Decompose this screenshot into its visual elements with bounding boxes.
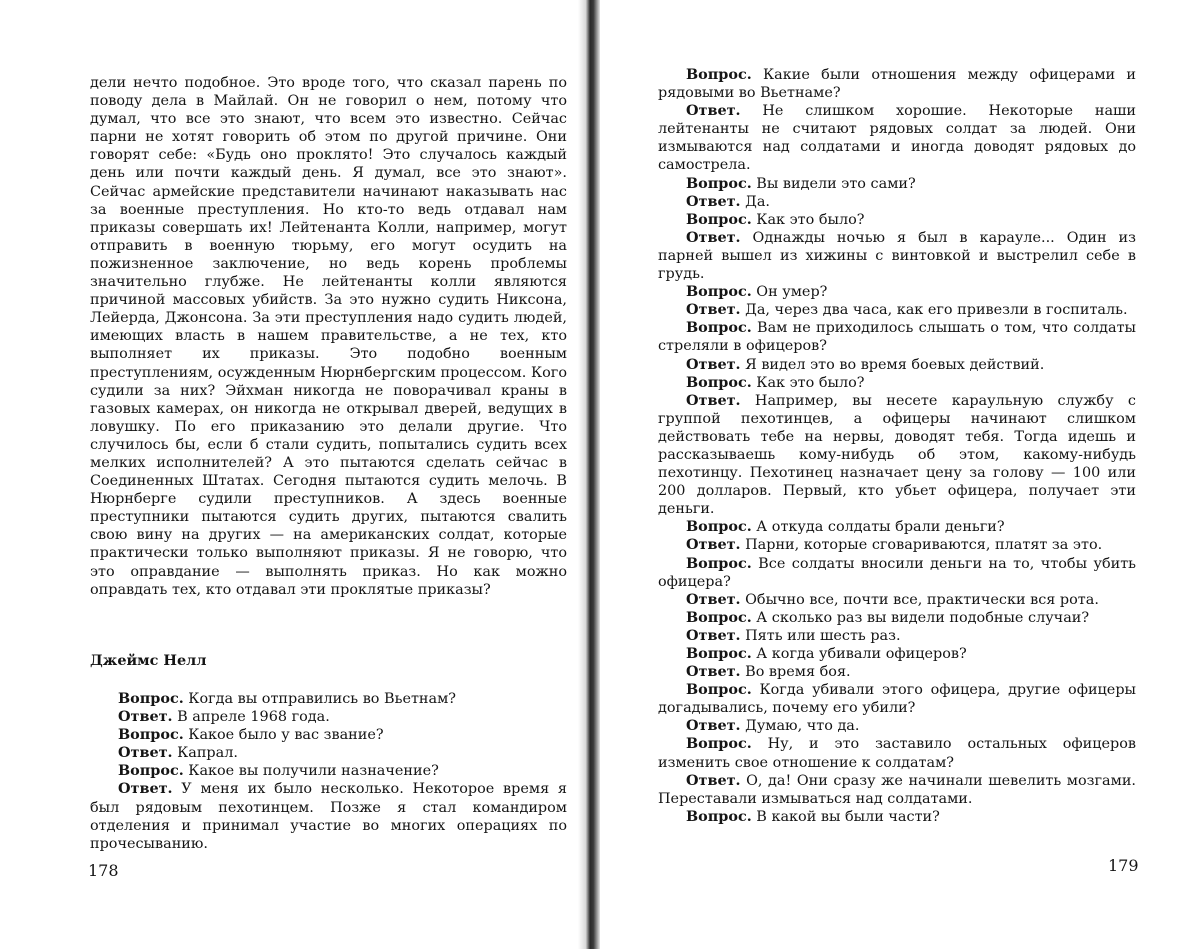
qa-line: [658, 536, 1136, 554]
qa-text: Думаю, что да.: [740, 718, 860, 735]
right-qa-block: [658, 66, 1136, 826]
qa-label: Ответ.: [686, 301, 741, 319]
qa-text: Как это было?: [751, 211, 865, 228]
qa-line: [658, 392, 1136, 519]
qa-line: [658, 609, 1136, 627]
qa-text: Однажды ночью я был в карауле... Один из парней вышел из хижины с винтовкой и выстрелил себе в грудь.: [658, 229, 1136, 283]
qa-label: Вопрос.: [118, 762, 184, 780]
qa-line: [658, 211, 1136, 229]
qa-label: Вопрос.: [686, 735, 752, 753]
qa-text: Когда убивали этого офицера, другие офицеры догадывались, почему его убили?: [658, 682, 1136, 717]
qa-label: Ответ.: [118, 744, 173, 762]
qa-label: Вопрос.: [686, 174, 752, 192]
left-qa-block: [90, 690, 567, 853]
qa-line: [658, 518, 1136, 536]
qa-label: Ответ.: [686, 228, 741, 246]
qa-text: Не слишком хорошие. Некоторые наши лейтенанты не считают рядовых солдат за людей. Они измываются над солдатами и иногда доводят рядовых до самострела.: [658, 103, 1136, 174]
qa-text: В какой вы были части?: [751, 808, 940, 825]
qa-text: Вы видели это сами?: [751, 175, 916, 192]
qa-text: Как это было?: [751, 374, 865, 391]
qa-text: В апреле 1968 года.: [172, 709, 330, 726]
left-page: [0, 0, 588, 949]
qa-label: Вопрос.: [686, 283, 752, 301]
qa-label: Вопрос.: [686, 210, 752, 228]
qa-label: Вопрос.: [686, 518, 752, 536]
qa-text: Ну, и это заставило остальных офицеров изменить свое отношение к солдатам?: [658, 736, 1136, 771]
qa-line: [658, 356, 1136, 374]
qa-text: Обычно все, почти все, практически вся рота.: [740, 591, 1099, 608]
qa-text: Какое было у вас звание?: [183, 727, 384, 744]
qa-text: У меня их было несколько. Некоторое время я был рядовым пехотинцем. Позже я стал командиром отделения и принимал участие во многих операциях по прочесыванию.: [90, 781, 567, 852]
qa-label: Ответ.: [686, 590, 741, 608]
interviewee-heading: Джеймс Нелл: [90, 652, 207, 669]
qa-text: Пять или шесть раз.: [740, 627, 901, 644]
qa-label: Ответ.: [686, 192, 741, 210]
qa-label: Вопрос.: [118, 690, 184, 707]
qa-line: [658, 301, 1136, 319]
qa-text: Все солдаты вносили деньги на то, чтобы убить офицера?: [658, 555, 1136, 590]
qa-label: Вопрос.: [686, 681, 752, 699]
qa-label: Вопрос.: [686, 554, 752, 572]
right-page: [588, 0, 1200, 949]
qa-line: [658, 663, 1136, 681]
qa-text: Какие были отношения между офицерами и рядовыми во Вьетнаме?: [658, 67, 1136, 102]
qa-text: Парни, которые сговариваются, платят за это.: [740, 537, 1103, 554]
qa-line: [658, 627, 1136, 645]
qa-line: [658, 229, 1136, 283]
qa-line: [658, 645, 1136, 663]
qa-label: Ответ.: [686, 663, 741, 681]
qa-line: [658, 374, 1136, 392]
qa-line: [658, 102, 1136, 174]
qa-line: [90, 762, 567, 780]
qa-line: [658, 283, 1136, 301]
qa-line: [658, 193, 1136, 211]
qa-label: Вопрос.: [118, 726, 184, 744]
qa-text: О, да! Они сразу же начинали шевелить мозгами. Переставали измываться над солдатами.: [658, 772, 1136, 807]
qa-text: А откуда солдаты брали деньги?: [751, 519, 1005, 536]
page-number-right: 179: [1108, 856, 1139, 875]
qa-line: [658, 555, 1136, 591]
qa-line: [90, 780, 567, 852]
qa-text: Капрал.: [172, 745, 238, 762]
qa-text: Во время боя.: [740, 664, 851, 681]
qa-label: Вопрос.: [686, 807, 752, 825]
qa-label: Ответ.: [118, 780, 173, 798]
qa-text: Он умер?: [751, 284, 828, 301]
qa-line: [658, 591, 1136, 609]
qa-line: [658, 319, 1136, 355]
qa-label: Вопрос.: [686, 373, 752, 391]
left-page-body: [90, 74, 567, 599]
qa-text: Да, через два часа, как его привезли в госпиталь.: [740, 302, 1128, 319]
body-paragraph: дели нечто подобное. Это вроде того, что сказал парень по поводу дела в Майлай. Он не говорил о нем, потому что думал, что все это знают, что всем это известно. Сейчас парни не хотят говорить об этом по другой причине. Они говорят себе: «Будь оно проклято! Это случалось каждый день или почти каждый день. Я думал, все это знают». Сейчас армейские представители начинают наказывать нас за военные преступления. Но кто-то ведь отдавал нам приказы совершать их! Лейтенанта Колли, например, могут отправить в военную тюрьму, его могут осудить на пожизненное заключение, но ведь корень проблемы значительно глубже. Не лейтенанты колли являются причиной массовых убийств. За это нужно судить Никсона, Лейерда, Джонсона. За эти преступления надо судить людей, имеющих власть в нашем правительстве, а не тех, кто выполняет их приказы. Это подобно военным преступлениям, осужденным Нюрнбергским процессом. Кого судили за них? Эйхман никогда не поворачивал краны в газовых камерах, он никогда не открывал дверей, ведущих в ловушку. По его приказанию это делали другие. Что случилось бы, если б стали судить, попытались судить всех мелких исполнителей? А это пытаются сделать сейчас в Соединенных Штатах. Сегодня пытаются судить мелочь. В Нюрнберге судили преступников. А здесь военные преступники пытаются судить других, пытаются свалить свою вину на других — на американских солдат, которые практически только выполняют приказы. Я не говорю, что это оправдание — выполнять приказ. Но как можно оправдать тех, кто отдавал эти проклятые приказы?: [90, 75, 567, 598]
qa-text: Например, вы несете караульную службу с группой пехотинцев, а офицеры начинают слишком действовать тебе на нервы, доводят тебя. Тогда идешь и рассказываешь кому-нибудь об этом, какому-нибудь пехотинцу. Пехотинец назначает цену за голову — 100 или 200 долларов. Первый, кто убьет офицера, получает эти деньги.: [658, 392, 1136, 518]
qa-label: Ответ.: [686, 717, 741, 735]
qa-label: Ответ.: [686, 626, 741, 644]
page-number-left: 178: [88, 861, 119, 880]
qa-label: Ответ.: [686, 391, 741, 409]
qa-text: Какое вы получили назначение?: [183, 763, 439, 780]
qa-label: Вопрос.: [686, 608, 752, 626]
qa-label: Ответ.: [686, 102, 741, 120]
qa-label: Вопрос.: [686, 319, 752, 337]
qa-text: А когда убивали офицеров?: [751, 646, 967, 662]
qa-line: [658, 175, 1136, 193]
qa-line: [90, 708, 567, 726]
qa-line: [90, 744, 567, 762]
qa-text: А сколько раз вы видели подобные случаи?: [751, 609, 1090, 626]
qa-line: [658, 735, 1136, 771]
qa-label: Вопрос.: [686, 645, 752, 662]
qa-text: Да.: [740, 193, 770, 210]
qa-line: [658, 772, 1136, 808]
qa-text: Я видел это во время боевых действий.: [740, 356, 1045, 373]
qa-label: Ответ.: [118, 708, 173, 726]
qa-label: Вопрос.: [686, 66, 752, 83]
qa-line: [658, 808, 1136, 826]
qa-label: Ответ.: [686, 536, 741, 554]
qa-text: Когда вы отправились во Вьетнам?: [183, 691, 457, 707]
qa-line: [658, 681, 1136, 717]
qa-line: [90, 690, 567, 708]
qa-label: Ответ.: [686, 355, 741, 373]
qa-line: [658, 717, 1136, 735]
qa-label: Ответ.: [686, 771, 741, 789]
qa-line: [90, 726, 567, 744]
qa-line: [658, 66, 1136, 102]
qa-text: Вам не приходилось слышать о том, что солдаты стреляли в офицеров?: [658, 320, 1136, 355]
